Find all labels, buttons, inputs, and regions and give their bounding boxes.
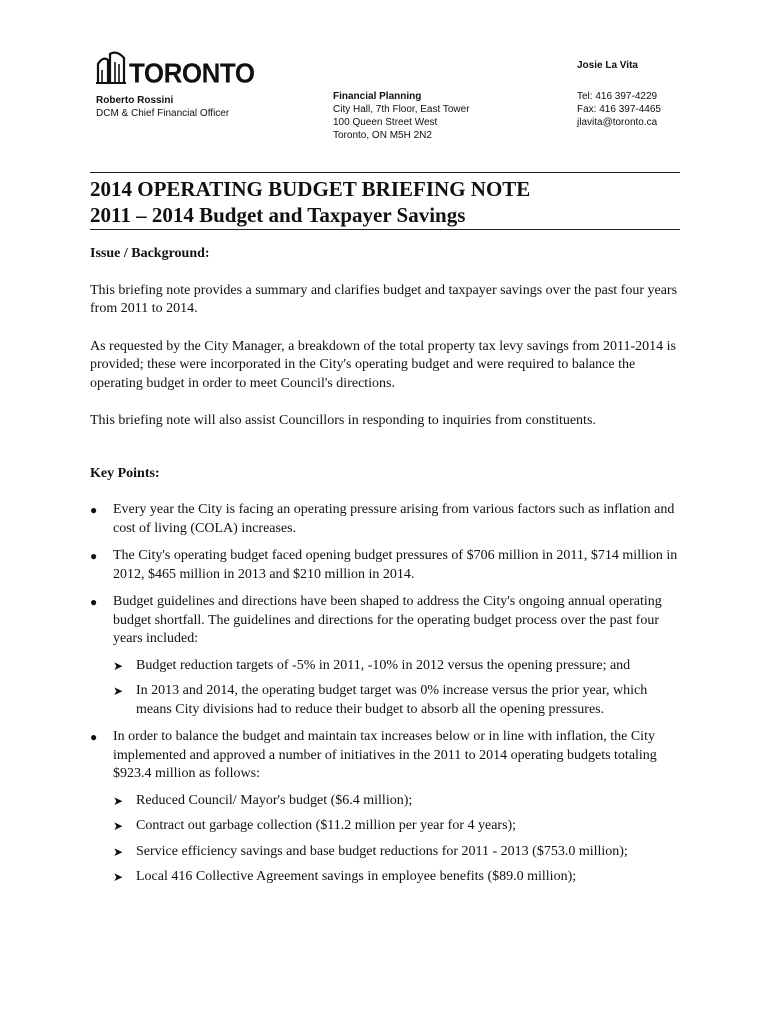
email-link[interactable]: jlavita@toronto.ca xyxy=(577,117,658,128)
key-points-list xyxy=(90,501,680,887)
fax: Fax: 416 397-4465 xyxy=(577,104,661,115)
sub-list xyxy=(113,792,680,887)
sender-block xyxy=(96,94,229,120)
section-heading-key-points: Key Points: xyxy=(90,465,160,481)
title-bottom-rule xyxy=(90,229,680,230)
sub-list-item: ➤ Contract out garbage collection ($11.2 million per year for 4 years); xyxy=(113,817,680,836)
arrow-bullet-icon: ➤ xyxy=(113,844,124,859)
sub-list-item: ➤ Reduced Council/ Mayor's budget ($6.4 million); xyxy=(113,792,680,811)
sub-list-item: ➤ Budget reduction targets of -5% in 2011, -10% in 2012 versus the opening pressure; and xyxy=(113,657,680,676)
department-name: Financial Planning xyxy=(333,91,422,102)
list-item: ● Budget guidelines and directions have been shaped to address the City's ongoing annual operating budget shortfall. The guidelines and directions for the operating budget process over the past four years included: ➤ Budget reduction targets of -5% in 2011, -10% in 2012 versus the opening pressure; and ➤ In 2013 and 2014, the operating budget target was 0% increase versus the prior year, which means City divisions had to reduce their budget to absorb all the opening pressures. xyxy=(90,593,680,719)
sender-title: DCM & Chief Financial Officer xyxy=(96,108,230,119)
bullet-icon: ● xyxy=(90,730,98,744)
list-item: ● In order to balance the budget and maintain tax increases below or in line with inflation, the City implemented and approved a number of initiatives in the 2011 to 2014 operating budgets totaling $923.4 million as follows: ➤ Reduced Council/ Mayor's budget ($6.4 million); ➤ Contract out garbage collection ($11.2 million per year for 4 years); ➤ Service efficiency savings and base budget reductions for 2011 - 2013 ($753.0 million); ➤ Local 416 Collective Agreement savings in employee benefits ($89.0 million); xyxy=(90,728,680,887)
logo-wordmark: TORONTO xyxy=(129,57,255,89)
contact-block xyxy=(577,90,661,129)
sender-name: Roberto Rossini xyxy=(96,95,174,106)
sub-list-item: ➤ In 2013 and 2014, the operating budget target was 0% increase versus the prior year, which means City divisions had to reduce their budget to absorb all the opening pressures. xyxy=(113,683,648,717)
paragraph: As requested by the City Manager, a breakdown of the total property tax levy savings from 2011-2014 is provided; these were incorporated in the City's operating budget and were required to balance the operating budget in order to meet Council's directions. xyxy=(90,338,677,391)
list-item: ● The City's operating budget faced opening budget pressures of $706 million in 2011, $714 million in 2012, $465 million in 2013 and $210 million in 2014. xyxy=(90,548,678,582)
arrow-bullet-icon: ➤ xyxy=(113,819,124,833)
arrow-bullet-icon: ➤ xyxy=(113,658,124,673)
telephone: Tel: 416 397-4229 xyxy=(577,91,658,102)
list-item: ● Every year the City is facing an operating pressure arising from various factors such as inflation and cost of living (COLA) increases. xyxy=(90,502,675,536)
address-line: City Hall, 7th Floor, East Tower xyxy=(333,104,470,115)
sub-list-item: ➤ Local 416 Collective Agreement savings in employee benefits ($89.0 million); xyxy=(113,868,680,887)
title-top-rule xyxy=(90,172,680,173)
sub-list-item: ➤ Service efficiency savings and base budget reductions for 2011 - 2013 ($753.0 million); xyxy=(113,843,680,862)
address-block xyxy=(333,90,470,142)
city-hall-icon xyxy=(96,50,126,84)
toronto-logo xyxy=(96,48,255,89)
bullet-icon: ● xyxy=(90,595,98,609)
paragraph: This briefing note provides a summary and clarifies budget and taxpayer savings over the past four years from 2011 to 2014. xyxy=(90,282,678,316)
bullet-icon: ● xyxy=(90,549,98,563)
arrow-bullet-icon: ➤ xyxy=(113,870,124,884)
contact-name: Josie La Vita xyxy=(577,60,638,71)
title-line-2: 2011 – 2014 Budget and Taxpayer Savings xyxy=(90,203,466,227)
document-body xyxy=(90,245,680,896)
arrow-bullet-icon: ➤ xyxy=(113,793,124,808)
title-line-1: 2014 OPERATING BUDGET BRIEFING NOTE xyxy=(90,177,531,201)
arrow-bullet-icon: ➤ xyxy=(113,684,124,698)
document-title xyxy=(90,176,530,228)
section-heading-issue: Issue / Background: xyxy=(90,246,210,261)
bullet-icon: ● xyxy=(90,503,98,517)
address-line: 100 Queen Street West xyxy=(333,117,438,128)
address-line: Toronto, ON M5H 2N2 xyxy=(333,130,432,141)
sub-list xyxy=(113,657,680,720)
paragraph: This briefing note will also assist Councillors in responding to inquiries from constituents. xyxy=(90,413,596,428)
